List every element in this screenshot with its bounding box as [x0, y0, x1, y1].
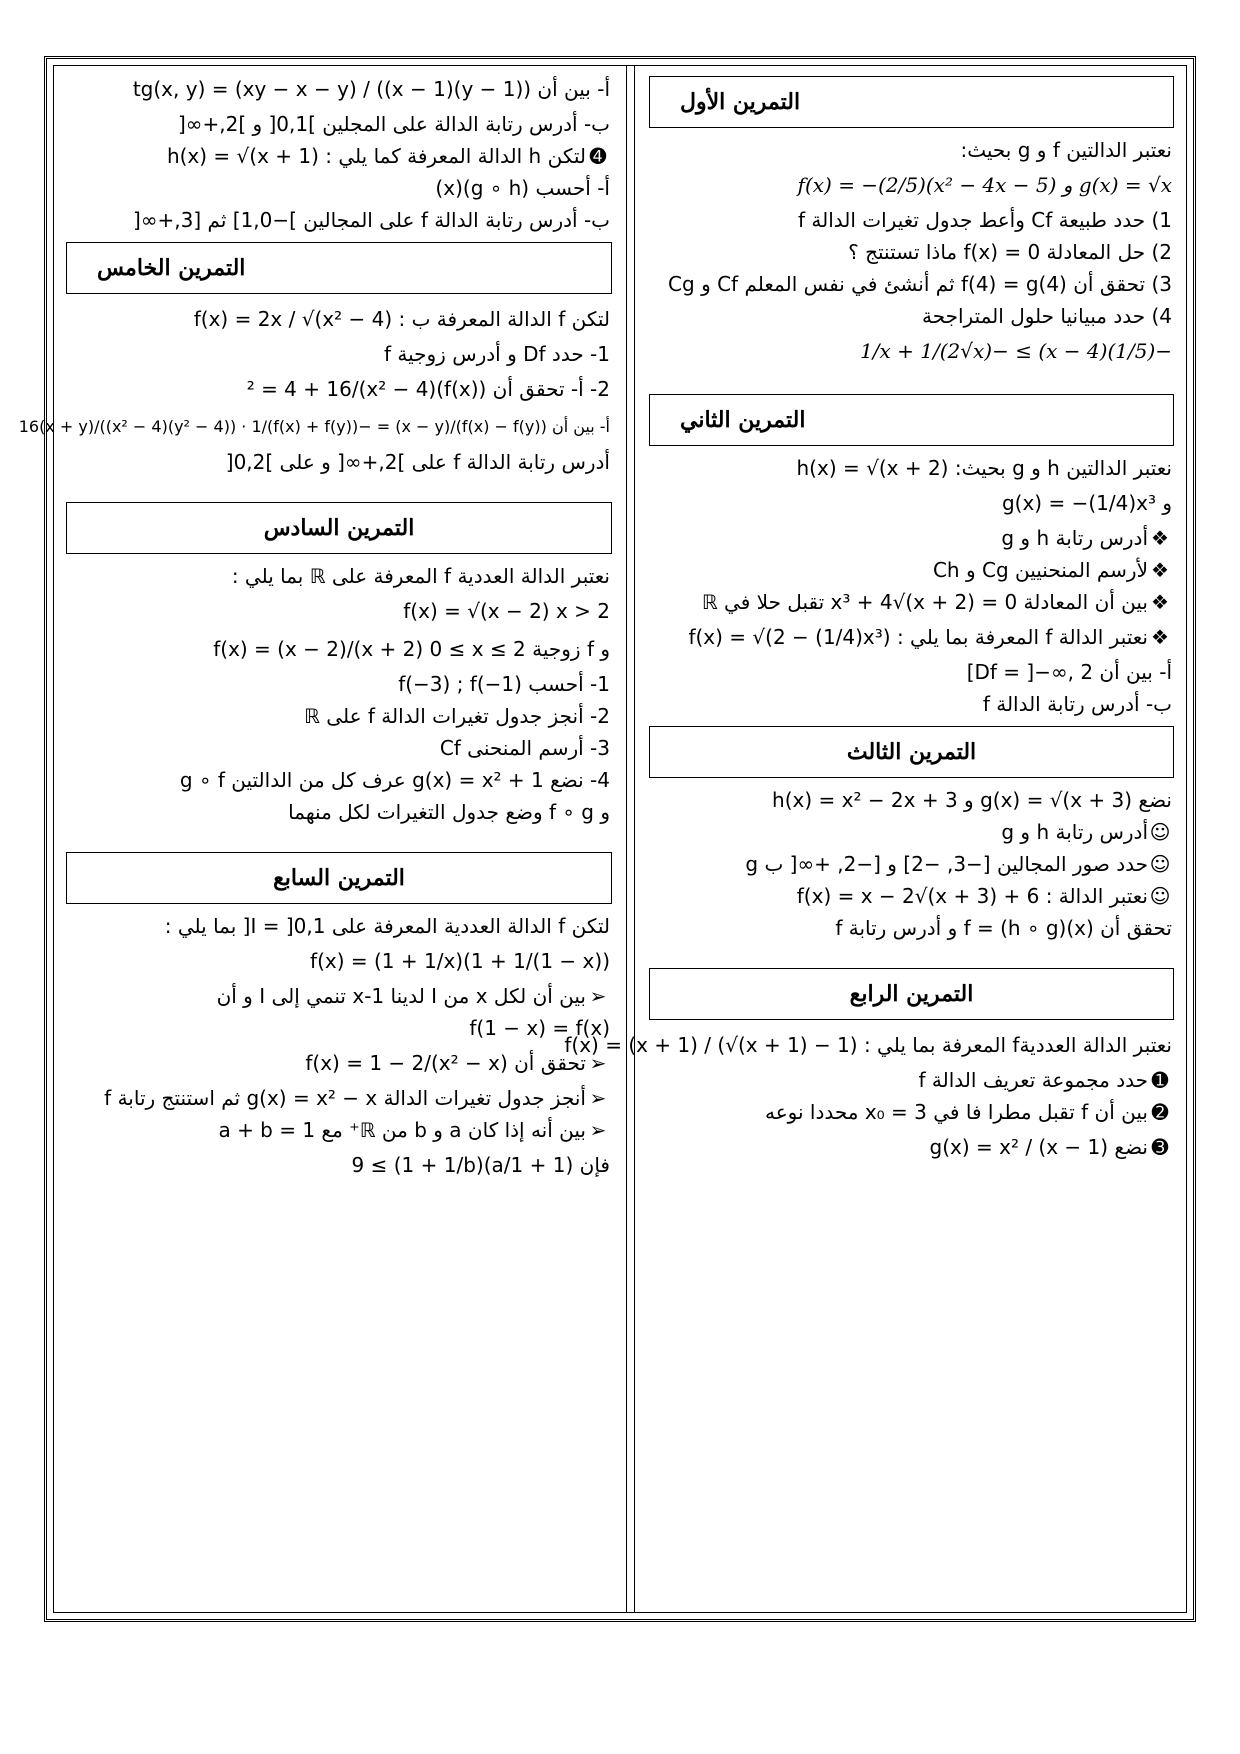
ex6-line-5: 2- أنجز جدول تغيرات الدالة f على ℝ: [304, 704, 610, 728]
exercise-1-title: التمرين الأول: [649, 76, 1174, 128]
ex2-line-5: [645, 586, 1178, 618]
ex6-line-6: 3- أرسم المنحنى Cf: [439, 736, 610, 760]
ex7-line-5-text: تحقق أن f(x) = 1 − 2/(x² − x): [305, 1051, 586, 1075]
ex4c-line-2: ب- أدرس رتابة الدالة على المجلين ]0,1[ و ]2,+∞[: [178, 112, 610, 136]
ex7-line-8: فإن (1 + 1/a)(1 + 1/b) ≥ 9: [351, 1153, 610, 1177]
exercise-5-title: التمرين الخامس: [66, 242, 612, 294]
number-two-icon: ➋: [1151, 1100, 1169, 1124]
ex4c-line-3-text: لتكن h الدالة المعرفة كما يلي : h(x) = √(x + 1): [166, 144, 586, 168]
left-column: [18, 66, 626, 1612]
ex7-line-7-text: بين أنه إذا كان a و b من ℝ⁺ مع a + b = 1: [218, 1118, 586, 1142]
ex1-line-5: 3) تحقق أن f(4) = g(4) ثم أنشئ في نفس المعلم Cf و Cg: [668, 272, 1172, 296]
ex5-line-2: 1- حدد Df و أدرس زوجية f: [384, 342, 610, 366]
ex2-line-3: [645, 522, 1178, 554]
ex3-line-4-text: نعتبر الدالة : f(x) = x − 2√(x + 3) + 6: [796, 884, 1148, 908]
ex2-line-6-text: نعتبر الدالة f المعرفة بما يلي : f(x) = √(2 − (1/4)x³): [688, 625, 1148, 649]
ex3-line-3: [645, 848, 1178, 880]
ex3-line-4: [645, 880, 1178, 912]
ex2-line-2: و g(x) = −(1/4)x³: [1001, 491, 1172, 515]
ex3-line-5: تحقق أن f = (h ∘ g)(x) و أدرس رتابة f: [835, 916, 1172, 940]
ex7-line-7: [62, 1114, 616, 1146]
ex2-line-4-text: لأرسم المنحنيين Cg و Ch: [932, 558, 1148, 582]
arrow-bullet-icon: ➢: [589, 1118, 607, 1142]
ex6-line-8: و f ∘ g وضع جدول التغيرات لكل منهما: [288, 800, 610, 824]
ex4-line-4: [645, 1128, 1178, 1166]
exercise-2-title: التمرين الثاني: [649, 394, 1174, 446]
ex4-line-1: نعتبر الدالة العدديةf المعرفة بما يلي : f(x) = (x + 1) / (√(x + 1) − 1): [564, 1033, 1172, 1057]
ex7-line-6-text: أنجز جدول تغيرات الدالة g(x) = x² − x ثم استنتج رتابة f: [104, 1086, 586, 1110]
ex2-line-1: نعتبر الدالتين h و g بحيث: h(x) = √(x + 2): [796, 456, 1172, 480]
diamond-bullet-icon: ❖: [1151, 526, 1169, 550]
ex6-line-7: 4- نضع g(x) = x² + 1 عرف كل من الدالتين g ∘ f: [179, 768, 610, 792]
ex7-line-2: f(x) = (1 + 1/x)(1 + 1/(1 − x)): [310, 949, 610, 973]
arrow-bullet-icon: ➢: [589, 984, 607, 1008]
diamond-bullet-icon: ❖: [1151, 590, 1169, 614]
ex6-line-3: و f زوجية f(x) = (x − 2)/(x + 2) 0 ≤ x ≤ 2: [213, 637, 610, 661]
ex4c-line-5: ب- أدرس رتابة الدالة f على المجالين ]−1,0] ثم [3,+∞[: [133, 208, 610, 232]
ex2-line-7: أ- بين أن Df = ]−∞, 2]: [966, 660, 1172, 684]
ex5-line-3: 2- أ- تحقق أن (f(x))² = 4 + 16/(x² − 4): [246, 377, 610, 401]
right-column: [564, 66, 1186, 1612]
ex7-line-4: f(1 − x) = f(x): [469, 1016, 610, 1040]
ex6-line-1: نعتبر الدالة العددية f المعرفة على ℝ بما يلي :: [231, 564, 610, 588]
ex2-line-5-text: بين أن المعادلة x³ + 4√(x + 2) = 0 تقبل حلا في ℝ: [701, 590, 1148, 614]
ex7-line-3: [62, 980, 616, 1012]
ex3-line-1: نضع g(x) = √(x + 3) و h(x) = x² − 2x + 3: [772, 788, 1172, 812]
exercise-6-title: التمرين السادس: [66, 502, 612, 554]
ex7-line-1: لتكن f الدالة العددية المعرفة على I = ]0,1[ بما يلي :: [164, 914, 610, 938]
ex2-line-4: [645, 554, 1178, 586]
ex7-line-5: [62, 1044, 616, 1082]
ex5-line-4: أ- بين أن (f(x) − f(y))/(x − y) = −16(x + y)/((x² − 4)(y² − 4)) · 1/(f(x) + f(y)): [18, 417, 610, 436]
ex4-line-4-text: نضع g(x) = x² / (x − 1): [929, 1135, 1148, 1159]
ex1-line-4: 2) حل المعادلة f(x) = 0 ماذا تستنتج ؟: [848, 240, 1172, 264]
exercise-3-title: التمرين الثالث: [649, 726, 1174, 778]
ex3-line-3-text: حدد صور المجالين [−3, −2] و [−2, +∞[ ب g: [745, 852, 1148, 876]
ex7-line-3-text: بين أن لكل x من I لدينا 1-x تنمي إلى I و أن: [216, 984, 586, 1008]
smiley-bullet-icon: ☺: [1149, 820, 1171, 844]
ex5-line-1: لتكن f الدالة المعرفة ب : f(x) = 2x / √(x² − 4): [193, 307, 610, 331]
column-divider: [626, 66, 635, 1612]
ex2-line-6: [645, 618, 1178, 656]
arrow-bullet-icon: ➢: [589, 1051, 607, 1075]
ex5-line-5: أدرس رتابة الدالة f على ]2,+∞[ و على ]0,2[: [225, 450, 610, 474]
ex4c-line-3: [62, 140, 616, 172]
ex1-line-7: −(1/5)(x − 4) ≥ −1/x + 1/(2√x): [860, 339, 1172, 363]
number-four-icon: ➍: [589, 144, 607, 168]
page-frame: [18, 56, 1196, 1622]
diamond-bullet-icon: ❖: [1151, 625, 1169, 649]
diamond-bullet-icon: ❖: [1151, 558, 1169, 582]
number-three-icon: ➌: [1151, 1135, 1169, 1159]
ex4c-line-4: أ- أحسب (g ∘ h)(x): [435, 176, 610, 200]
ex4-line-2-text: حدد مجموعة تعريف الدالة f: [918, 1068, 1148, 1092]
smiley-bullet-icon: ☺: [1149, 852, 1171, 876]
ex1-line-1: نعتبر الدالتين f و g بحيث:: [960, 138, 1172, 162]
smiley-bullet-icon: ☺: [1149, 884, 1171, 908]
ex3-line-2-text: أدرس رتابة h و g: [1001, 820, 1148, 844]
ex4c-line-1: أ- بين أن tg(x, y) = (xy − x − y) / ((x − 1)(y − 1)): [132, 77, 610, 101]
ex6-line-4: 1- أحسب f(−3) ; f(−1): [398, 672, 610, 696]
ex1-line-3: 1) حدد طبيعة Cf وأعط جدول تغيرات الدالة f: [798, 208, 1172, 232]
ex6-line-2: f(x) = √(x − 2) x > 2: [403, 599, 610, 623]
ex4-line-3: [645, 1096, 1178, 1128]
page-frame-inner: [18, 65, 1187, 1613]
arrow-bullet-icon: ➢: [589, 1086, 607, 1110]
ex2-line-8: ب- أدرس رتابة الدالة f: [982, 692, 1172, 716]
ex7-line-6: [62, 1082, 616, 1114]
exercise-4-title: التمرين الرابع: [649, 968, 1174, 1020]
exercise-7-title: التمرين السابع: [66, 852, 612, 904]
ex4-line-2: [645, 1064, 1178, 1096]
ex2-line-3-text: أدرس رتابة h و g: [1001, 526, 1148, 550]
ex1-line-2: g(x) = √x و f(x) = −(2/5)(x² − 4x − 5): [797, 173, 1172, 197]
ex3-line-2: [645, 816, 1178, 848]
ex4-line-3-text: بين أن f تقبل مطرا فا في x₀ = 3 محددا نوعه: [764, 1100, 1148, 1124]
ex1-line-6: 4) حدد مبيانيا حلول المتراجحة: [922, 304, 1172, 328]
number-one-icon: ➊: [1151, 1068, 1169, 1092]
